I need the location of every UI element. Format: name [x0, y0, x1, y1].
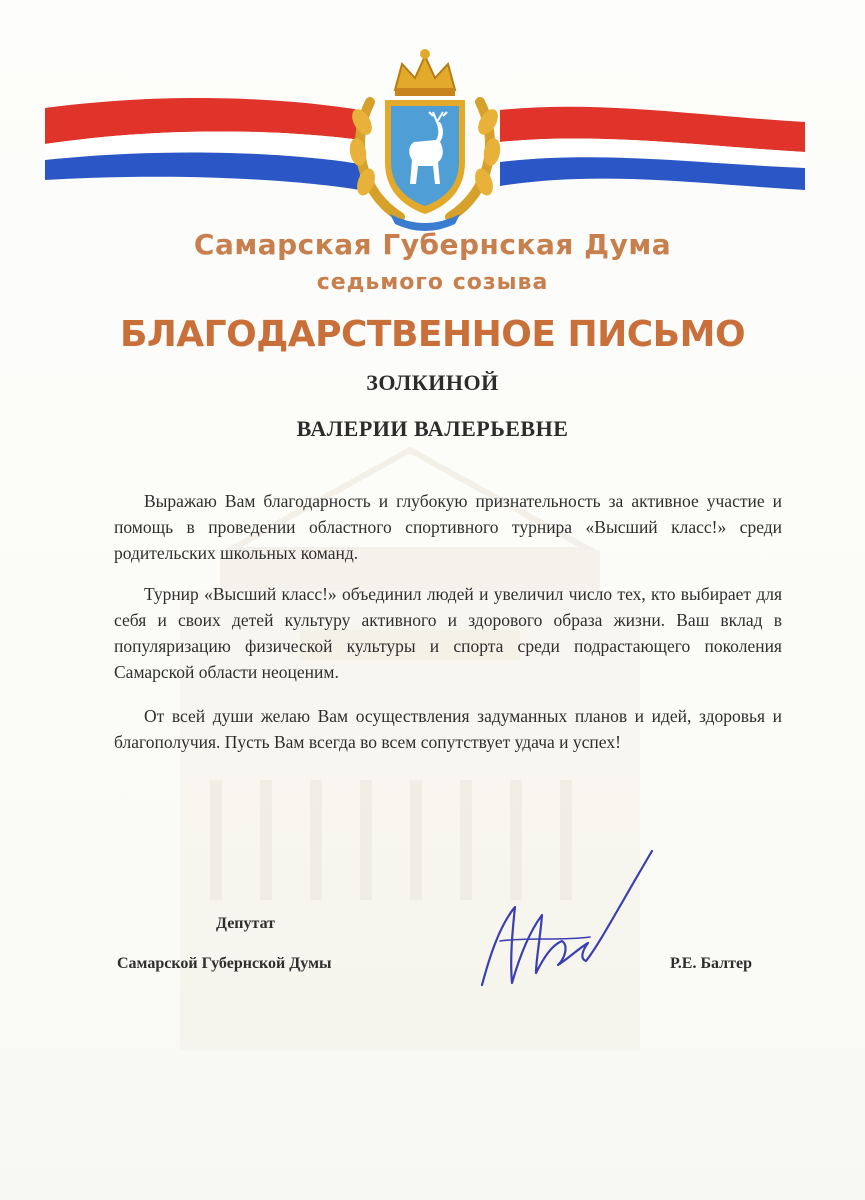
signer-position-organization: Самарской Губернской Думы: [117, 955, 332, 972]
letter-paragraph: От всей души желаю Вам осуществления задуманных планов и идей, здоровья и благополучия. Пусть Вам всегда во всем сопутствует удача и успех!: [114, 706, 782, 752]
samara-coat-of-arms-icon: [340, 42, 510, 232]
recipient-name: ВАЛЕРИИ ВАЛЕРЬЕВНЕ: [296, 416, 569, 441]
organization-name: Самарская Губернская Дума: [193, 228, 672, 261]
letter-paragraph: Турнир «Высший класс!» объединил людей и увеличил число тех, кто выбирает для себя и своих детей культуру активного и здорового образа жизни. Ваш вклад в популяризацию физической культуры и спорта среди подрастающего поколения Самарской области неоценим.: [114, 584, 782, 682]
handwritten-signature: [470, 845, 660, 995]
recipient-surname: ЗОЛКИНОЙ: [366, 370, 499, 395]
document-title: БЛАГОДАРСТВЕННОЕ ПИСЬМО: [119, 314, 746, 355]
letter-paragraph: Выражаю Вам благодарность и глубокую признательность за активное участие и помощь в проведении областного спортивного турнира «Высший класс!» среди родительских школьных команд.: [114, 491, 782, 563]
signer-name: Р.Е. Балтер: [670, 955, 752, 972]
convocation-label: седьмого созыва: [316, 270, 549, 295]
signer-position-title: Депутат: [216, 915, 276, 932]
